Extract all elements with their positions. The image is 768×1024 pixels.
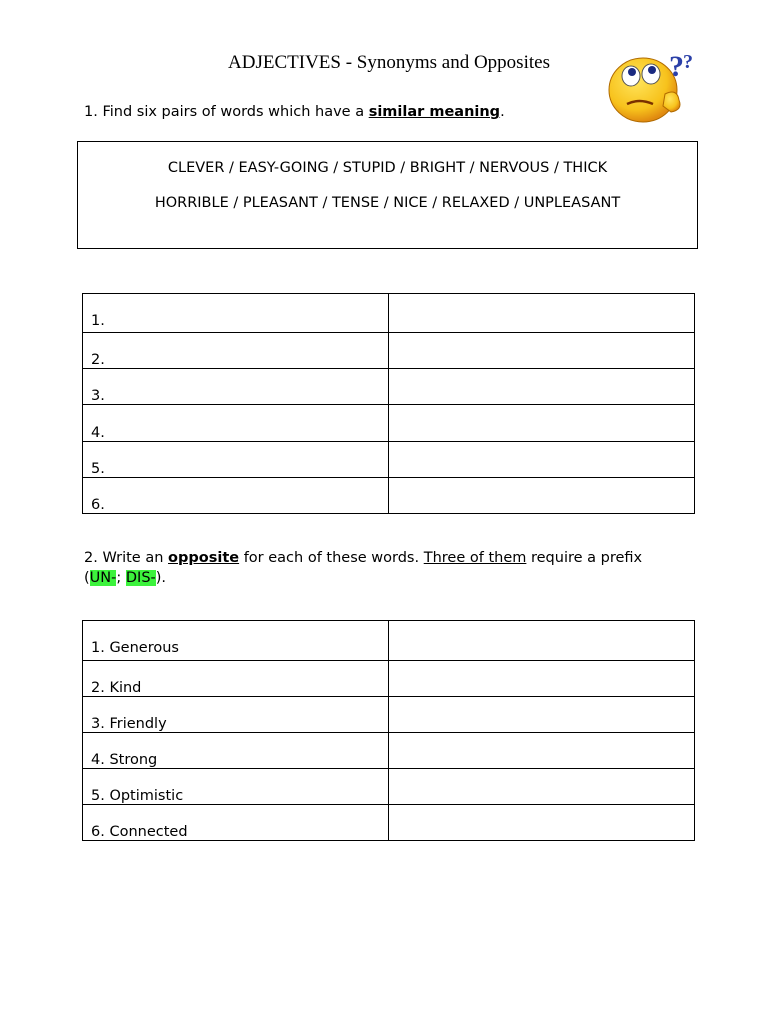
answer-cell[interactable]: [389, 621, 695, 661]
task2-underlined: Three of them: [423, 550, 527, 566]
table-row: [83, 661, 695, 697]
svg-text:?: ?: [683, 51, 693, 73]
table-row: [83, 621, 695, 661]
answer-cell[interactable]: [389, 805, 695, 841]
word-bank-line: HORRIBLE / PLEASANT / TENSE / NICE / RELAXED / UNPLEASANT: [154, 195, 621, 211]
row-label: 3. Friendly: [83, 697, 389, 733]
row-label: 5. Optimistic: [83, 769, 389, 805]
row-label: 6.: [83, 478, 389, 514]
table-row: [83, 442, 695, 478]
row-label: 1.: [83, 294, 389, 333]
row-label: 3.: [83, 369, 389, 405]
table-row: [83, 369, 695, 405]
table-row: [83, 478, 695, 514]
table-row: [83, 294, 695, 333]
answer-cell[interactable]: [389, 733, 695, 769]
opposites-table: [82, 620, 695, 841]
prefix-dis-highlight: DIS-: [125, 570, 156, 586]
table-row: [83, 405, 695, 442]
svg-text:?: ?: [669, 50, 684, 83]
table-row: [83, 733, 695, 769]
row-label: 2.: [83, 333, 389, 369]
row-label: 4.: [83, 405, 389, 442]
row-label: 5.: [83, 442, 389, 478]
row-label: 4. Strong: [83, 733, 389, 769]
answer-cell[interactable]: [389, 697, 695, 733]
answer-cell[interactable]: [389, 769, 695, 805]
row-label: 2. Kind: [83, 661, 389, 697]
table-row: [83, 697, 695, 733]
task2-emphasis: opposite: [168, 550, 240, 566]
word-bank-line: CLEVER / EASY-GOING / STUPID / BRIGHT / NERVOUS / THICK: [167, 160, 608, 176]
answer-cell[interactable]: [389, 405, 695, 442]
task2-instruction: 2. Write an opposite for each of these words. Three of them require a prefix (UN-; DIS-).: [84, 550, 643, 586]
table-row: [83, 805, 695, 841]
answer-cell[interactable]: [389, 661, 695, 697]
word-bank: [77, 141, 698, 249]
page-title: ADJECTIVES - Synonyms and Opposites: [228, 52, 550, 73]
answer-cell[interactable]: [389, 442, 695, 478]
table-row: [83, 769, 695, 805]
answer-cell[interactable]: [389, 478, 695, 514]
answer-cell[interactable]: [389, 369, 695, 405]
answer-cell[interactable]: [389, 333, 695, 369]
answer-cell[interactable]: [389, 294, 695, 333]
prefix-un-highlight: UN-: [89, 570, 117, 586]
thinking-smiley-icon: [605, 48, 703, 128]
row-label: 6. Connected: [83, 805, 389, 841]
row-label: 1. Generous: [83, 621, 389, 661]
task1-instruction: 1. Find six pairs of words which have a similar meaning.: [84, 104, 505, 120]
task1-emphasis: similar meaning: [368, 104, 501, 120]
synonyms-table: [82, 293, 695, 514]
table-row: [83, 333, 695, 369]
